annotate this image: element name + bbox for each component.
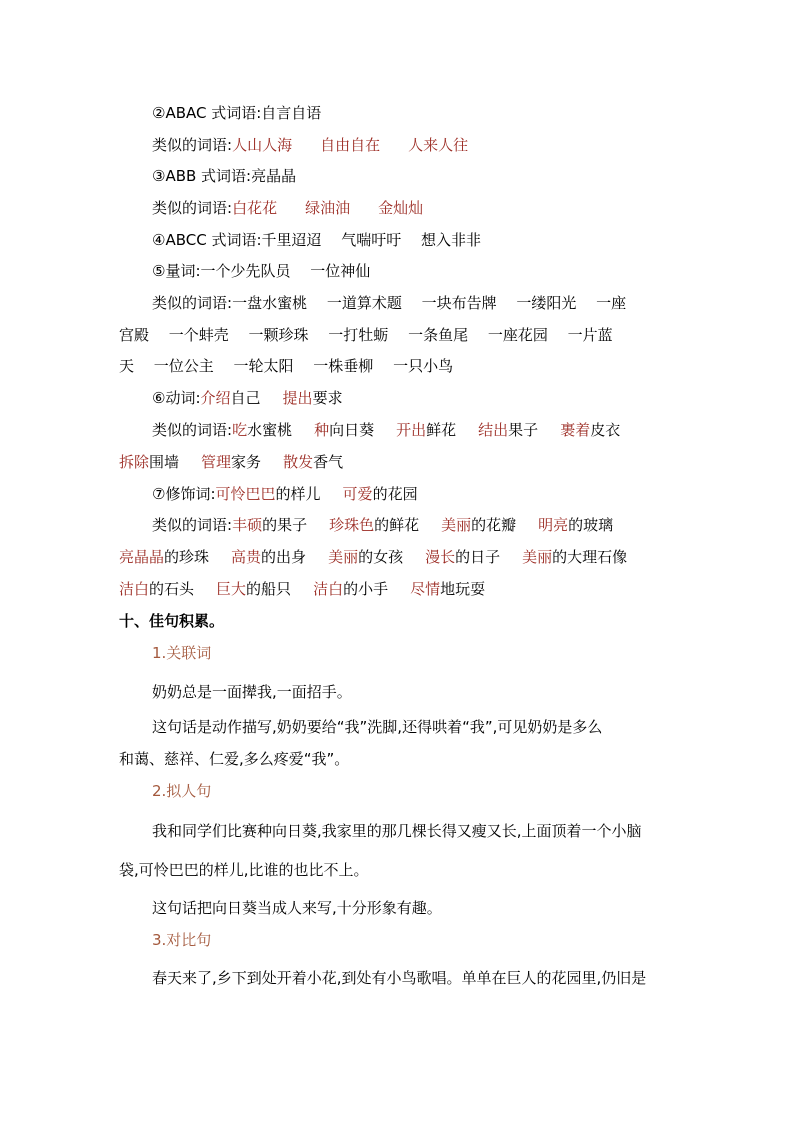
modifier-highlight: 珍珠色 [329, 516, 375, 534]
similar-label: 类似的词语: [152, 199, 233, 217]
verb-similar-line-1 [152, 420, 620, 440]
category-label: ②ABAC 式词语: [152, 104, 262, 122]
similar-label: 类似的词语: [152, 516, 233, 534]
modifier-noun: 的日子 [455, 548, 501, 566]
verb-highlight: 介绍 [200, 389, 231, 407]
verb-highlight: 拆除 [119, 453, 150, 471]
modifier-noun: 的样儿 [275, 485, 321, 503]
abb-similar-line [152, 198, 423, 218]
verb-object: 家务 [231, 453, 262, 471]
verb-object: 向日葵 [329, 421, 375, 439]
modifier-highlight: 美丽 [522, 548, 553, 566]
modifier-highlight: 洁白 [313, 580, 344, 598]
similar-words: 宫殿 一个蚌壳 一颗珍珠 一打牡蛎 一条鱼尾 一座花园 一片蓝 [119, 326, 613, 344]
section-title: 十、佳句积累。 [119, 612, 225, 630]
category-label: ⑥动词: [152, 389, 201, 407]
similar-label: 类似的词语: [152, 136, 233, 154]
example-sentence-line-2: 袋,可怜巴巴的样儿,比谁的也比不上。 [119, 861, 369, 879]
modifier-highlight: 洁白 [119, 580, 150, 598]
verb-highlight: 提出 [282, 389, 313, 407]
modifier-noun: 的出身 [261, 548, 307, 566]
modifier-noun: 的花园 [372, 485, 418, 503]
verb-object: 要求 [312, 389, 343, 407]
modifier-line [152, 484, 418, 504]
similar-words: 天 一位公主 一轮太阳 一株垂柳 一只小鸟 [119, 357, 454, 375]
modifier-highlight: 明亮 [538, 516, 569, 534]
category-label: ③ABB 式词语: [152, 167, 252, 185]
verb-object: 鲜花 [426, 421, 457, 439]
explanation-line: 这句话把向日葵当成人来写,十分形象有趣。 [152, 899, 442, 917]
verb-object: 自己 [230, 389, 261, 407]
similar-label: 类似的词语: [152, 421, 233, 439]
modifier-highlight: 巨大 [216, 580, 247, 598]
example-text: 亮晶晶 [251, 167, 297, 185]
category-label: ⑤量词: [152, 262, 201, 280]
measure-similar-line-2 [119, 325, 613, 345]
modifier-highlight: 尽情 [410, 580, 441, 598]
modifier-noun: 的玻璃 [568, 516, 614, 534]
modifier-highlight: 高贵 [231, 548, 262, 566]
verb-highlight: 吃 [232, 421, 248, 439]
modifier-highlight: 可怜巴巴 [215, 485, 276, 503]
similar-label: 类似的词语: [152, 294, 233, 312]
abac-line [152, 103, 321, 123]
verb-highlight: 结出 [478, 421, 509, 439]
verb-highlight: 散发 [283, 453, 314, 471]
modifier-noun: 的果子 [262, 516, 308, 534]
verb-object: 果子 [508, 421, 539, 439]
category-label: ④ABCC 式词语: [152, 231, 262, 249]
similar-word: 绿油油 [305, 199, 351, 217]
abb-line [152, 166, 296, 186]
example-text: 千里迢迢 气喘吁吁 想入非非 [261, 231, 482, 249]
category-label: ⑦修饰词: [152, 485, 216, 503]
similar-word: 人山人海 [232, 136, 293, 154]
verb-highlight: 管理 [201, 453, 232, 471]
example-text: 自言自语 [261, 104, 322, 122]
modifier-similar-line-3 [119, 579, 485, 599]
verb-object: 围墙 [149, 453, 180, 471]
similar-word: 人来人往 [408, 136, 469, 154]
modifier-noun: 的女孩 [358, 548, 404, 566]
example-sentence-line-1: 我和同学们比赛种向日葵,我家里的那几棵长得又瘦又长,上面顶着一个小脑 [152, 822, 642, 840]
modifier-highlight: 亮晶晶 [119, 548, 165, 566]
example-text: 一个少先队员 一位神仙 [200, 262, 371, 280]
measure-similar-line-1 [152, 293, 626, 313]
abcc-line [152, 230, 481, 250]
modifier-highlight: 美丽 [328, 548, 359, 566]
modifier-noun: 的大理石像 [552, 548, 628, 566]
verb-object: 水蜜桃 [247, 421, 293, 439]
verb-highlight: 种 [314, 421, 330, 439]
subheading-personification: 2.拟人句 [152, 782, 212, 800]
modifier-noun: 地玩耍 [440, 580, 486, 598]
explanation-line-2: 和蔼、慈祥、仁爱,多么疼爱“我”。 [119, 750, 350, 768]
measure-similar-line-3 [119, 356, 453, 376]
example-sentence: 春天来了,乡下到处开着小花,到处有小鸟歌唱。单单在巨人的花园里,仍旧是 [152, 969, 647, 987]
modifier-highlight: 漫长 [425, 548, 456, 566]
verb-highlight: 裹着 [560, 421, 591, 439]
verb-highlight: 开出 [396, 421, 427, 439]
measure-line [152, 261, 370, 281]
verb-object: 香气 [313, 453, 344, 471]
example-sentence: 奶奶总是一面撵我,一面招手。 [152, 683, 352, 701]
modifier-noun: 的石头 [149, 580, 195, 598]
verb-line [152, 388, 343, 408]
similar-word: 金灿灿 [378, 199, 424, 217]
modifier-noun: 的花瓣 [471, 516, 517, 534]
modifier-highlight: 美丽 [441, 516, 472, 534]
subheading-contrast: 3.对比句 [152, 931, 212, 949]
explanation-line-1: 这句话是动作描写,奶奶要给“我”洗脚,还得哄着“我”,可见奶奶是多么 [152, 718, 603, 736]
modifier-noun: 的珍珠 [164, 548, 210, 566]
modifier-similar-line-2 [119, 547, 627, 567]
modifier-highlight: 可爱 [342, 485, 373, 503]
verb-object: 皮衣 [590, 421, 621, 439]
modifier-similar-line-1 [152, 515, 613, 535]
modifier-highlight: 丰硕 [232, 516, 263, 534]
subheading-conjunction: 1.关联词 [152, 644, 212, 662]
similar-word: 白花花 [232, 199, 278, 217]
abac-similar-line [152, 135, 468, 155]
modifier-noun: 的鲜花 [374, 516, 420, 534]
verb-similar-line-2 [119, 452, 343, 472]
similar-words: 一盘水蜜桃 一道算术题 一块布告牌 一缕阳光 一座 [232, 294, 627, 312]
modifier-noun: 的小手 [343, 580, 389, 598]
modifier-noun: 的船只 [246, 580, 292, 598]
similar-word: 自由自在 [320, 136, 381, 154]
